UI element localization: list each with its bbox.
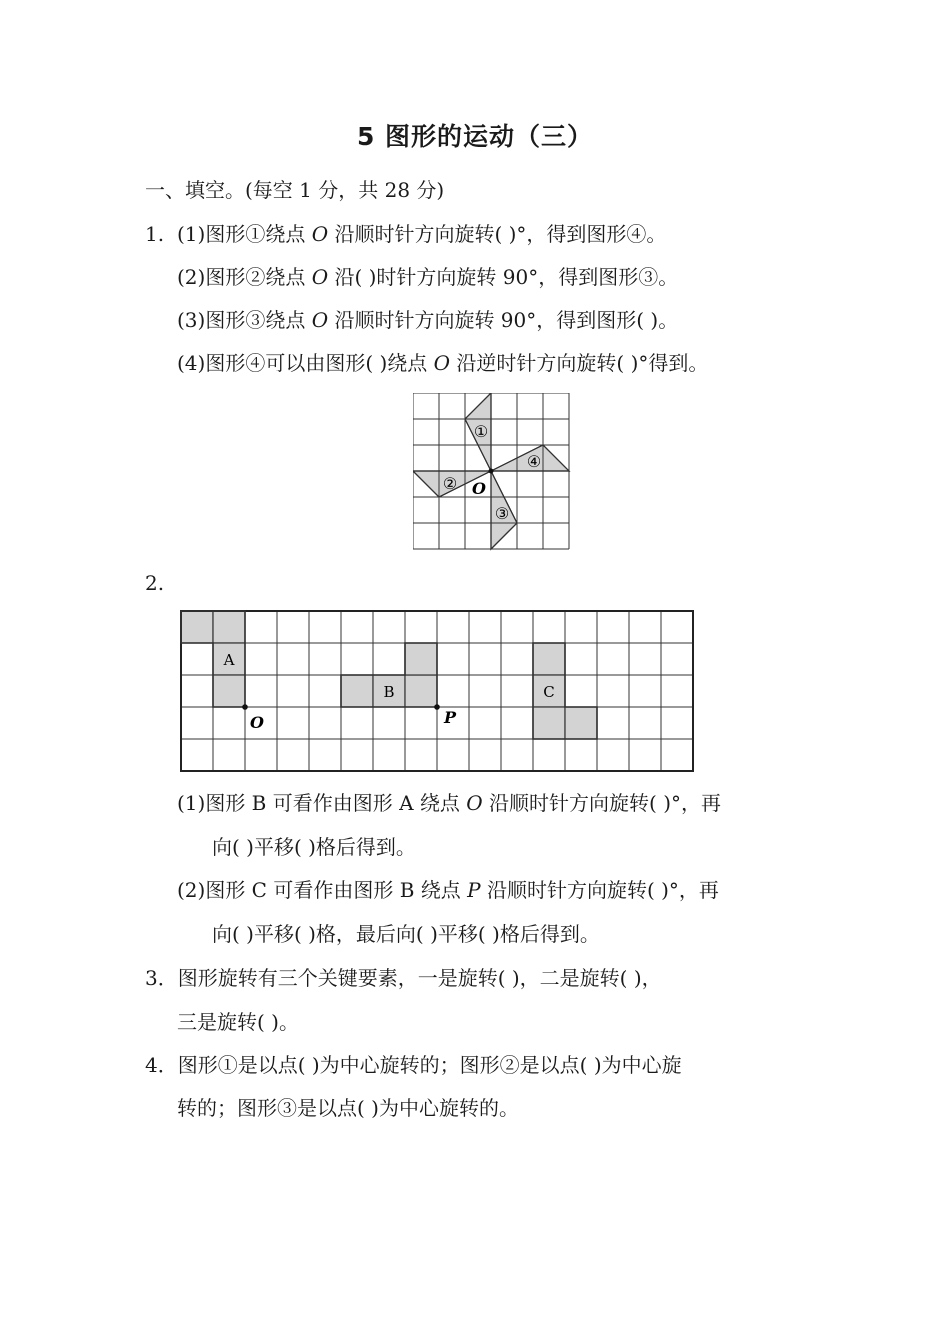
q2-part2-line1: (2)图形 C 可看作由图形 B 绕点 P 沿顺时针方向旋转( )°，再 [177, 878, 719, 902]
shape-a-label: A [223, 651, 235, 669]
q2-part1-line1: (1)图形 B 可看作由图形 A 绕点 O 沿顺时针方向旋转( )°，再 [177, 791, 721, 815]
shape-3-label: ③ [494, 504, 510, 523]
shape-b-cell-4 [405, 643, 437, 675]
shape-a-cell-2 [213, 611, 245, 643]
q2-part2-line2: 向( )平移( )格，最后向( )平移( )格后得到。 [212, 922, 600, 946]
shape-1-label: ① [473, 422, 489, 441]
q3-line2: 三是旋转( )。 [177, 1010, 299, 1034]
point-o-label: O [472, 479, 486, 498]
shape-c-label: C [543, 683, 555, 701]
q2-number: 2. [145, 571, 165, 595]
q2-part1-line2: 向( )平移( )格后得到。 [212, 835, 416, 859]
point-p-label: P [443, 708, 457, 727]
q2-translation-grid-figure [180, 610, 700, 776]
q1-rotation-grid-figure [413, 393, 573, 553]
q4-line2: 转的；图形③是以点( )为中心旋转的。 [177, 1096, 519, 1120]
shape-a-cell-1 [181, 611, 213, 643]
point-o-dot [489, 469, 494, 474]
shape-4-label: ④ [526, 452, 542, 471]
point-p-dot [434, 704, 440, 710]
q1-number: 1. [145, 222, 165, 246]
page-title: 5 图形的运动（三） [356, 122, 594, 151]
point-o-label: O [250, 713, 264, 732]
q1-part3: (3)图形③绕点 O 沿顺时针方向旋转 90°，得到图形( )。 [177, 308, 679, 332]
shape-c-cell-1 [533, 643, 565, 675]
shape-b-cell-1 [341, 675, 373, 707]
shape-a-cell-4 [213, 675, 245, 707]
q3-line1: 3．图形旋转有三个关键要素，一是旋转( )，二是旋转( )， [145, 966, 662, 990]
point-o-dot [242, 704, 248, 710]
q1-part4: (4)图形④可以由图形( )绕点 O 沿逆时针方向旋转( )°得到。 [177, 351, 709, 375]
q1-part2: (2)图形②绕点 O 沿( )时针方向旋转 90°，得到图形③。 [177, 265, 679, 289]
shape-2-label: ② [442, 474, 458, 493]
shape-b-cell-3 [405, 675, 437, 707]
q4-line1: 4．图形①是以点( )为中心旋转的；图形②是以点( )为中心旋 [145, 1053, 682, 1077]
shape-b-label: B [383, 683, 395, 701]
shape-c-cell-4 [565, 707, 597, 739]
shape-c-cell-3 [533, 707, 565, 739]
q1-part1: (1)图形①绕点 O 沿顺时针方向旋转( )°，得到图形④。 [177, 222, 667, 246]
section-heading: 一、填空。(每空 1 分，共 28 分) [145, 178, 445, 202]
